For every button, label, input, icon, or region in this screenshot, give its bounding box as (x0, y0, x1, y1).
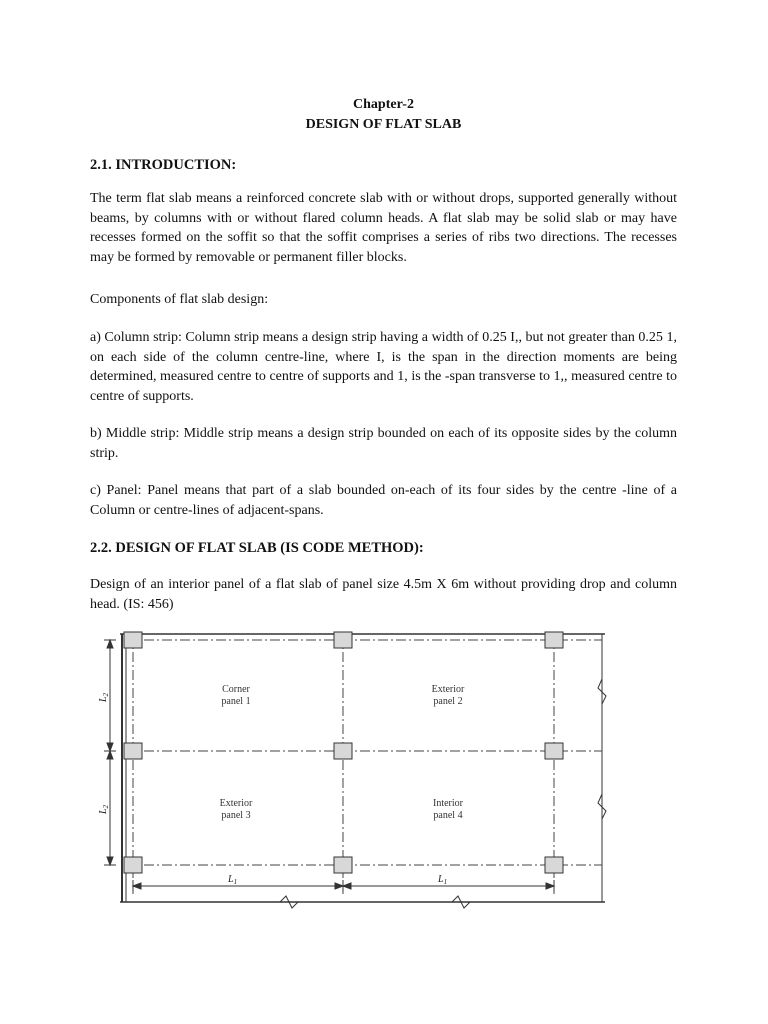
dim-label-l1-right: $L_1$ (438, 874, 448, 886)
chapter-label: Chapter-2 (353, 97, 414, 112)
panel-1-label-line1: Corner (222, 684, 250, 695)
horizontal-dimension (133, 880, 554, 892)
panel-2-label-line1: Exterior (431, 684, 465, 695)
intro-paragraph: The term flat slab means a reinforced concrete slab with or without drops, supported generally without beams, by columns with or without flared column heads. A flat slab may be solid slab or may have recesses formed on the soffit so that the soffit comprises a series of ribs two directions. The recesses may be formed by removable or permanent filler blocks. (90, 191, 677, 265)
column (124, 743, 142, 759)
column (545, 743, 563, 759)
column (545, 857, 563, 873)
panel-4-label-line1: Interior (433, 798, 463, 809)
section-heading-introduction: 2.1. INTRODUCTION: (90, 157, 237, 173)
section-heading-design: 2.2. DESIGN OF FLAT SLAB (IS CODE METHOD): (90, 540, 424, 556)
dimension-labels (98, 692, 447, 886)
design-paragraph: Design of an interior panel of a flat slab of panel size 4.5m X 6m without providing drop and column head. (IS: 456) (90, 577, 677, 612)
panel-3-label-line2: panel 3 (221, 810, 251, 821)
column (334, 743, 352, 759)
centre-lines (126, 634, 602, 894)
vertical-dimension (104, 640, 116, 865)
column (124, 632, 142, 648)
panel-1-label-line2: panel 1 (221, 696, 251, 707)
components-heading: Components of flat slab design: (90, 292, 269, 307)
column (334, 857, 352, 873)
column (124, 857, 142, 873)
panel-4-label-line2: panel 4 (433, 810, 463, 821)
flat-slab-panel-diagram (100, 624, 620, 919)
component-column-strip: a) Column strip: Column strip means a design strip having a width of 0.25 I,, but not greater than 0.25 1, on each side of the column centre-line, where I, is the span in the direction moments are being determined, measured centre to centre of supports and 1, is the -span transverse to 1,, measured centre to centre of supports. (90, 330, 677, 404)
dim-label-l1-left: $L_1$ (228, 874, 238, 886)
column (545, 632, 563, 648)
dim-label-l2-bottom: $L_2$ (98, 804, 110, 814)
component-middle-strip: b) Middle strip: Middle strip means a design strip bounded on each of its opposite sides by the column strip. (90, 426, 677, 461)
panel-2-label-line2: panel 2 (433, 696, 463, 707)
slab-edges (120, 634, 605, 902)
column (334, 632, 352, 648)
panel-3-label-line1: Exterior (219, 798, 253, 809)
chapter-title: DESIGN OF FLAT SLAB (305, 117, 462, 132)
component-panel: c) Panel: Panel means that part of a slab bounded on-each of its four sides by the centre -line of a Column or centre-lines of adjacent-spans. (90, 483, 677, 518)
dim-label-l2-top: $L_2$ (98, 692, 110, 702)
